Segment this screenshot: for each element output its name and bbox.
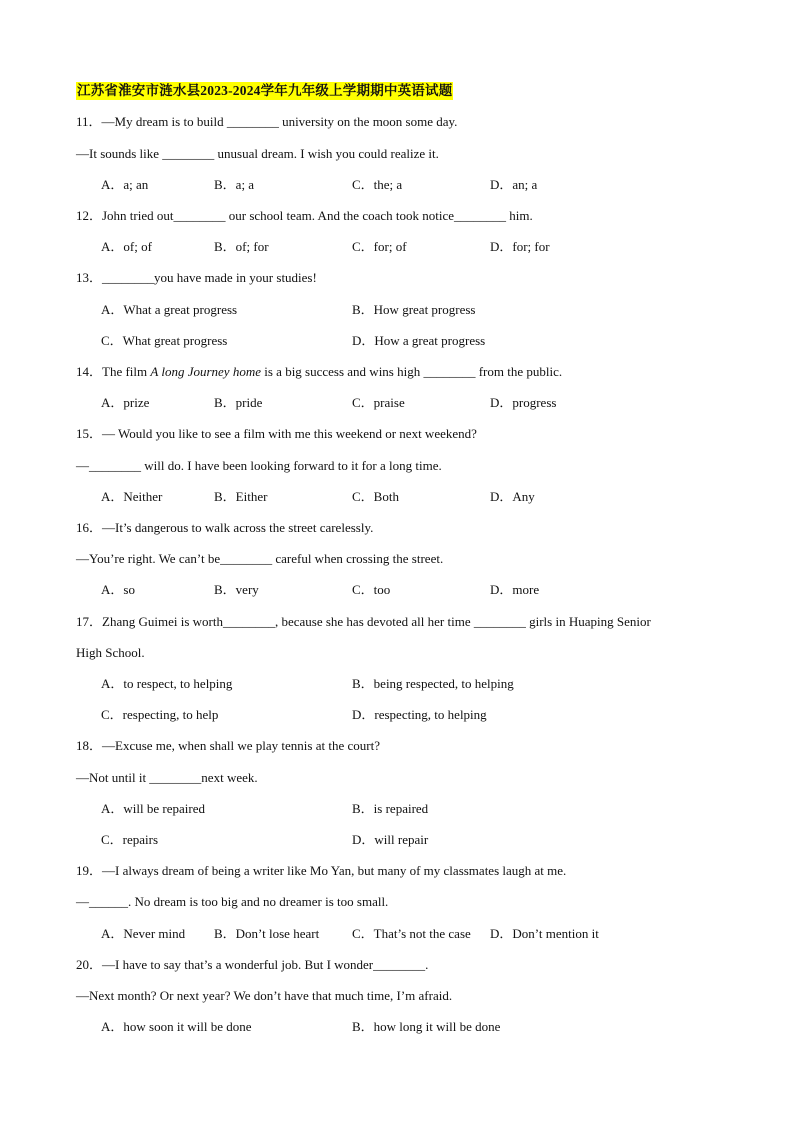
question-18-reply: —Not until it ________next week. [76, 770, 258, 785]
q14-option-d: D．progress [490, 395, 557, 410]
q14-option-c: C．praise [352, 395, 405, 410]
q12-option-d: D．for; for [490, 239, 550, 254]
q11-option-a: A．a; an [101, 177, 149, 192]
question-18-stem: 18．—Excuse me, when shall we play tennis at the court? [76, 738, 380, 753]
q16-option-d: D．more [490, 582, 540, 597]
q13-option-d: D．How a great progress [352, 333, 486, 348]
q20-option-b: B．how long it will be done [352, 1019, 501, 1034]
q13-option-b: B．How great progress [352, 302, 476, 317]
q18-option-a: A．will be repaired [101, 801, 205, 816]
q11-option-d: D．an; a [490, 177, 538, 192]
question-15-stem: 15．— Would you like to see a film with me this weekend or next weekend? [76, 426, 477, 441]
q13-option-a: A．What a great progress [101, 302, 238, 317]
q15-option-d: D．Any [490, 489, 535, 504]
question-11-stem: 11．—My dream is to build ________ university on the moon some day. [76, 114, 458, 129]
q14-option-b: B．pride [214, 395, 263, 410]
q15-option-c: C．Both [352, 489, 399, 504]
q16-option-a: A．so [101, 582, 135, 597]
question-17-stem: 17．Zhang Guimei is worth________, because she has devoted all her time ________ girls in Huaping Senior [76, 614, 651, 629]
question-16-reply: —You’re right. We can’t be________ careful when crossing the street. [76, 551, 444, 566]
question-16-stem: 16．—It’s dangerous to walk across the street carelessly. [76, 520, 374, 535]
q19-option-b: B．Don’t lose heart [214, 926, 320, 941]
q12-option-a: A．of; of [101, 239, 152, 254]
q12-option-b: B．of; for [214, 239, 269, 254]
q11-option-c: C．the; a [352, 177, 403, 192]
q17-option-d: D．respecting, to helping [352, 707, 487, 722]
question-12-stem: 12．John tried out________ our school team. And the coach took notice________ him. [76, 208, 533, 223]
question-20-stem: 20．—I have to say that’s a wonderful job. But I wonder________. [76, 957, 429, 972]
q17-option-c: C．respecting, to help [101, 707, 219, 722]
question-13-stem: 13．________you have made in your studies! [76, 270, 317, 285]
question-20-reply: —Next month? Or next year? We don’t have that much time, I’m afraid. [76, 988, 453, 1003]
q14-option-a: A．prize [101, 395, 150, 410]
question-17-stem-cont: High School. [76, 645, 145, 660]
page-title: 江苏省淮安市涟水县2023-2024学年九年级上学期期中英语试题 [77, 83, 453, 98]
q16-option-c: C．too [352, 582, 391, 597]
q15-option-a: A．Neither [101, 489, 163, 504]
question-19-stem: 19．—I always dream of being a writer like Mo Yan, but many of my classmates laugh at me. [76, 863, 567, 878]
q16-option-b: B．very [214, 582, 259, 597]
q18-option-d: D．will repair [352, 832, 429, 847]
q17-option-b: B．being respected, to helping [352, 676, 514, 691]
question-11-reply: —It sounds like ________ unusual dream. I wish you could realize it. [76, 146, 439, 161]
q11-option-b: B．a; a [214, 177, 255, 192]
q17-option-a: A．to respect, to helping [101, 676, 233, 691]
question-14-stem: 14．The film A long Journey home is a big success and wins high ________ from the public. [76, 364, 563, 379]
q19-option-a: A．Never mind [101, 926, 186, 941]
q19-option-c: C．That’s not the case [352, 926, 471, 941]
q20-option-a: A．how soon it will be done [101, 1019, 252, 1034]
q12-option-c: C．for; of [352, 239, 407, 254]
question-15-reply: —________ will do. I have been looking forward to it for a long time. [76, 458, 442, 473]
q15-option-b: B．Either [214, 489, 268, 504]
q18-option-c: C．repairs [101, 832, 159, 847]
q13-option-c: C．What great progress [101, 333, 228, 348]
q18-option-b: B．is repaired [352, 801, 429, 816]
question-19-reply: —______. No dream is too big and no dreamer is too small. [76, 894, 389, 909]
q19-option-d: D．Don’t mention it [490, 926, 599, 941]
